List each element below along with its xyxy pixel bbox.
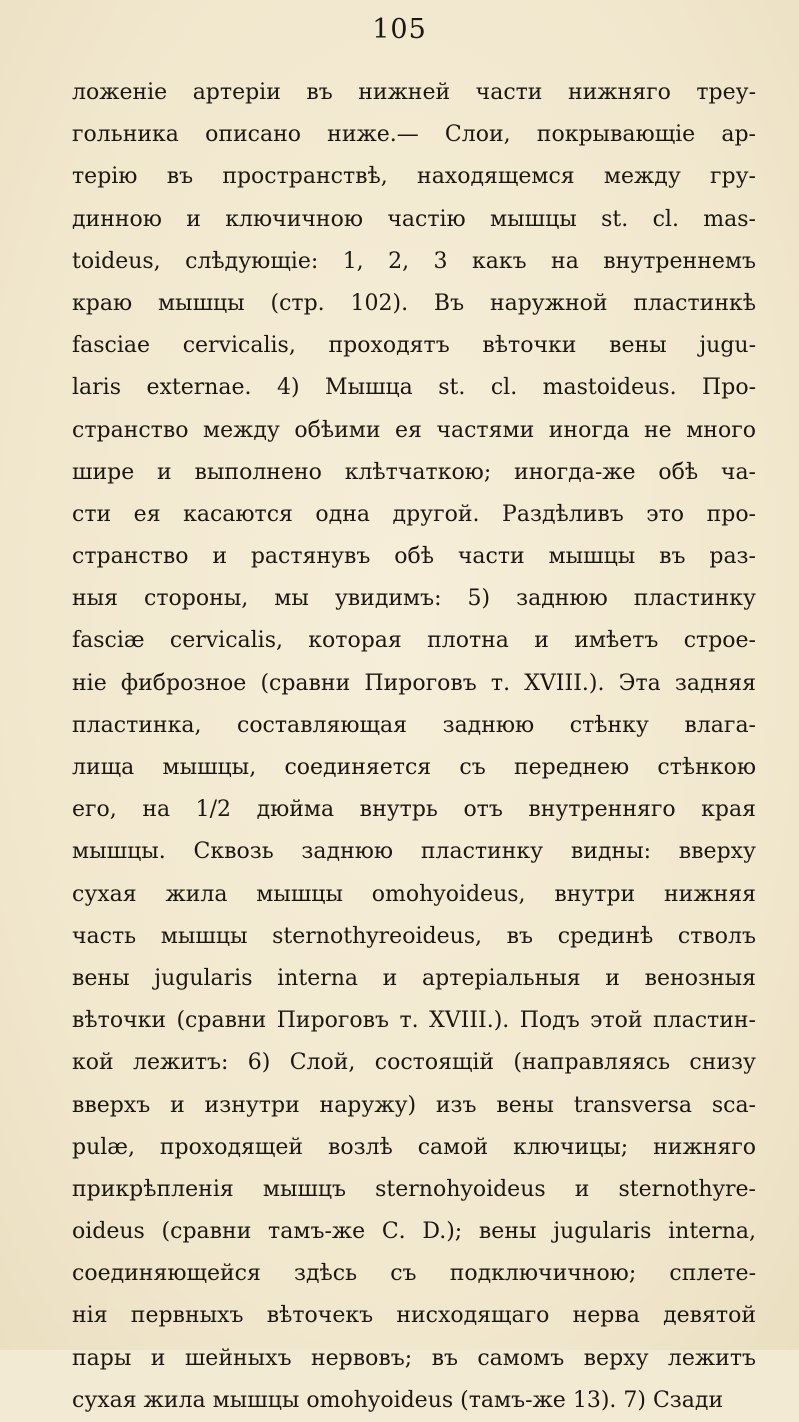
text-line: вверхъ и изнутри наружу) изъ вены transversa sca- <box>72 1092 756 1118</box>
text-line: краю мышцы (стр. 102). Въ наружной пластинкѣ <box>72 290 756 316</box>
text-line: странство и растянувъ обѣ части мышцы въ раз- <box>72 544 756 570</box>
text-line: пластинка, составляющая заднюю стѣнку влага- <box>72 712 756 738</box>
text-line: ніе фиброзное (сравни Пироговъ т. XVIII.). Эта задняя <box>72 670 756 696</box>
text-line: ложеніе артеріи въ нижней части нижняго треу- <box>72 80 756 105</box>
text-line: динною и ключичною частію мышцы st. cl. mas- <box>72 206 756 232</box>
body-text <box>72 72 756 1422</box>
text-line: fasciæ cervicalis, которая плотна и имѣетъ строе- <box>72 628 756 654</box>
text-line: шире и выполнено клѣтчаткою; иногда-же обѣ ча- <box>72 459 756 485</box>
text-line: oideus (сравни тамъ-же С. D.); вены jugularis interna, <box>72 1219 756 1245</box>
text-line: вены jugularis interna и артеріальныя и венозныя <box>72 965 756 991</box>
text-line: нія первныхъ вѣточекъ нисходящаго нерва девятой <box>72 1303 756 1329</box>
text-line: странство между обѣими ея частями иногда не много <box>72 417 756 443</box>
text-line: мышцы. Сквозь заднюю пластинку видны: вверху <box>72 839 756 865</box>
text-line: терію въ пространствѣ, находящемся между гру- <box>72 164 756 190</box>
text-line: toideus, слѣдующіе: 1, 2, 3 какъ на внутреннемъ <box>72 248 756 274</box>
text-line: laris externae. 4) Мышца st. cl. mastoideus. Про- <box>72 375 756 401</box>
text-line: пары и шейныхъ нервовъ; въ самомъ верху лежитъ <box>72 1345 756 1371</box>
text-line: соединяющейся здѣсь съ подключичною; сплете- <box>72 1261 756 1287</box>
text-line: ныя стороны, мы увидимъ: 5) заднюю пластинку <box>72 586 756 612</box>
text-line: кой лежитъ: 6) Слой, состоящій (направляясь снизу <box>72 1050 756 1076</box>
text-line: его, на 1/2 дюйма внутрь отъ внутренняго края <box>72 797 756 823</box>
text-line: сти ея касаются одна другой. Раздѣливъ это про- <box>72 501 756 527</box>
text-line: сухая жила мышцы omohyoideus, внутри нижняя <box>72 881 756 907</box>
text-line: fasciae cervicalis, проходятъ вѣточки вены jugu- <box>72 333 756 359</box>
text-line: сухая жила мышцы omohyoideus (тамъ-же 13). 7) Сзади <box>72 1387 724 1413</box>
text-line: лища мышцы, соединяется съ переднею стѣнкою <box>72 755 756 780</box>
text-line: pulæ, проходящей возлѣ самой ключицы; нижняго <box>72 1134 756 1160</box>
page-number: 105 <box>372 14 427 45</box>
text-line: прикрѣпленія мышцъ sternohyoideus и sternothyre- <box>72 1176 756 1202</box>
text-line: гольника описано ниже.— Слои, покрывающіе ар- <box>72 122 756 148</box>
text-line: часть мышцы sternothyreoideus, въ срединѣ стволъ <box>72 923 756 949</box>
text-line: вѣточки (сравни Пироговъ т. XVIII.). Подъ этой пластин- <box>72 1008 756 1034</box>
